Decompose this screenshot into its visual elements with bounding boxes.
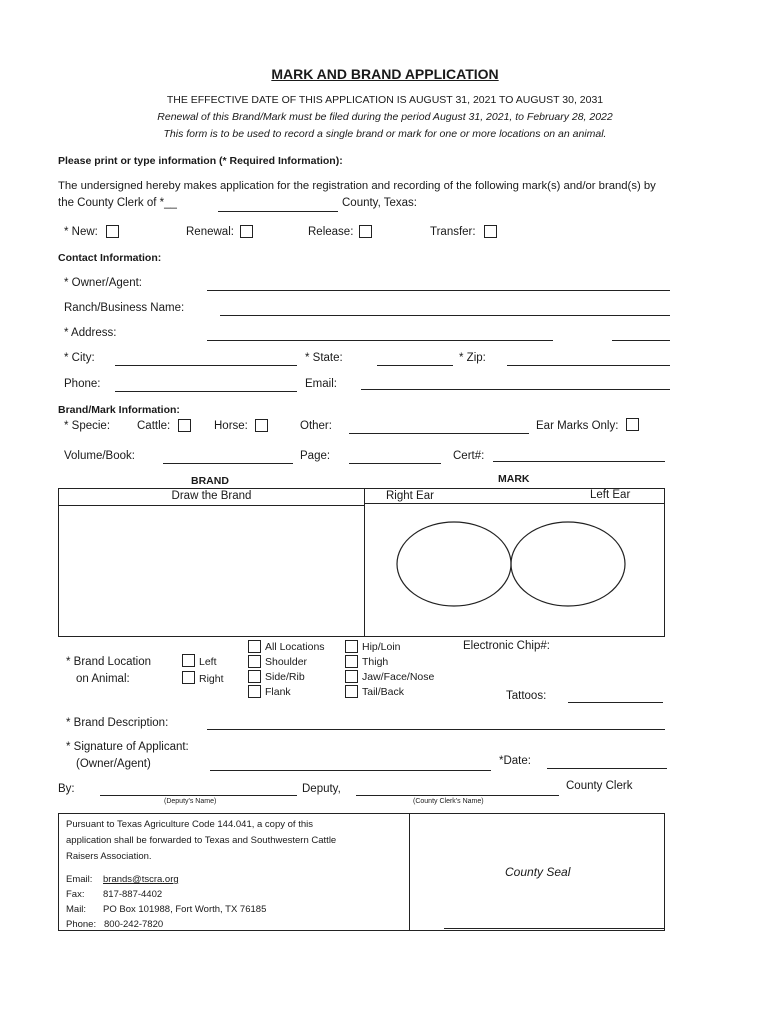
signature-field[interactable] (210, 770, 491, 771)
footer-email-link[interactable]: brands@tscra.org (103, 874, 179, 885)
signature-label-2: (Owner/Agent) (76, 758, 151, 770)
phone-field[interactable] (115, 391, 297, 392)
cert-label: Cert#: (453, 450, 485, 462)
footer-fax-value: 817-887-4402 (103, 889, 163, 900)
release-label: Release: (308, 226, 354, 238)
new-label: * New: (64, 226, 98, 238)
contact-heading: Contact Information: (58, 252, 162, 264)
renewal-note: Renewal of this Brand/Mark must be filed during the period August 31, 2021, to February 28, 2022 (157, 111, 613, 123)
ear-marks-label: Ear Marks Only: (536, 420, 619, 432)
right-checkbox[interactable] (182, 671, 195, 684)
brand-header-divider (58, 505, 365, 506)
print-instructions: Please print or type information (* Required Information): (58, 155, 343, 167)
thigh-checkbox[interactable] (345, 655, 358, 668)
release-checkbox[interactable] (359, 225, 372, 238)
notice-line-1: Pursuant to Texas Agriculture Code 144.041, a copy of this (66, 819, 313, 830)
all-locations-label: All Locations (265, 641, 325, 653)
ear-marks-checkbox[interactable] (626, 418, 639, 431)
side-rib-label: Side/Rib (265, 671, 305, 683)
county-seal-label: County Seal (505, 865, 571, 879)
jaw-face-nose-checkbox[interactable] (345, 670, 358, 683)
transfer-label: Transfer: (430, 226, 476, 238)
footer-fax-label: Fax: (66, 889, 85, 900)
draw-brand-label: Draw the Brand (171, 490, 252, 502)
by-label: By: (58, 783, 75, 795)
left-checkbox[interactable] (182, 654, 195, 667)
form-purpose-note: This form is to be used to record a single brand or mark for one or more locations on an animal. (163, 128, 607, 140)
other-label: Other: (300, 420, 332, 432)
jaw-face-nose-label: Jaw/Face/Nose (362, 671, 435, 683)
brand-drawing-box[interactable] (58, 488, 365, 637)
tattoos-label: Tattoos: (506, 690, 547, 702)
footer-divider (409, 813, 410, 931)
right-ear-label: Right Ear (386, 490, 434, 502)
date-label: *Date: (499, 755, 531, 767)
side-rib-checkbox[interactable] (248, 670, 261, 683)
address-field[interactable] (207, 340, 553, 341)
horse-label: Horse: (214, 420, 248, 432)
effective-date-text: THE EFFECTIVE DATE OF THIS APPLICATION IS AUGUST 31, 2021 TO AUGUST 30, 2031 (166, 94, 604, 106)
intro-line-1: The undersigned hereby makes application for the registration and recording of the following mark(s) and/or brand(s) by (58, 180, 656, 192)
footer-phone-label: Phone: (66, 919, 97, 930)
hip-loin-label: Hip/Loin (362, 641, 401, 653)
all-locations-checkbox[interactable] (248, 640, 261, 653)
city-label: * City: (64, 352, 95, 364)
cert-field[interactable] (493, 461, 665, 462)
county-name-field[interactable] (218, 211, 338, 212)
brand-column-header: BRAND (191, 475, 229, 487)
footer-mail-label: Mail: (66, 904, 87, 915)
brand-location-label: * Brand Location (66, 656, 152, 668)
page-label: Page: (300, 450, 331, 462)
intro-line-2-suffix: County, Texas: (342, 197, 418, 209)
footer-mail-value: PO Box 101988, Fort Worth, TX 76185 (103, 904, 267, 915)
ear-diagram (394, 520, 634, 610)
other-field[interactable] (349, 433, 529, 434)
intro-line-2-prefix: the County Clerk of *__ (58, 197, 177, 209)
address-field-extra[interactable] (612, 340, 670, 341)
phone-label: Phone: (64, 378, 101, 390)
notice-line-3: Raisers Association. (66, 851, 152, 862)
zip-field[interactable] (507, 365, 670, 366)
transfer-checkbox[interactable] (484, 225, 497, 238)
owner-field[interactable] (207, 290, 670, 291)
address-label: * Address: (64, 327, 117, 339)
page-field[interactable] (349, 463, 441, 464)
zip-label: * Zip: (459, 352, 486, 364)
brand-description-field[interactable] (207, 729, 665, 730)
deputy-name-caption: (Deputy's Name) (164, 798, 217, 805)
tail-back-checkbox[interactable] (345, 685, 358, 698)
electronic-chip-label: Electronic Chip#: (463, 640, 550, 652)
county-clerk-name-field[interactable] (356, 795, 559, 796)
right-ear-shape (397, 522, 511, 606)
tail-back-label: Tail/Back (362, 686, 405, 698)
left-ear-label: Left Ear (590, 489, 631, 501)
owner-label: * Owner/Agent: (64, 277, 142, 289)
date-field[interactable] (547, 768, 667, 769)
horse-checkbox[interactable] (255, 419, 268, 432)
volume-label: Volume/Book: (64, 450, 135, 462)
page-title: MARK AND BRAND APPLICATION (271, 66, 499, 82)
county-clerk-label: County Clerk (566, 780, 633, 792)
shoulder-checkbox[interactable] (248, 655, 261, 668)
cattle-checkbox[interactable] (178, 419, 191, 432)
email-field[interactable] (361, 389, 670, 390)
seal-line (444, 928, 665, 929)
state-field[interactable] (377, 365, 453, 366)
brand-location-label-2: on Animal: (76, 673, 130, 685)
flank-label: Flank (265, 686, 291, 698)
footer-phone-value: 800-242-7820 (104, 919, 164, 930)
left-ear-shape (511, 522, 625, 606)
email-label: Email: (305, 378, 337, 390)
deputy-name-field[interactable] (100, 795, 297, 796)
brand-info-heading: Brand/Mark Information: (58, 404, 180, 416)
ranch-label: Ranch/Business Name: (64, 302, 185, 314)
mark-column-header: MARK (498, 473, 530, 485)
renewal-label: Renewal: (186, 226, 234, 238)
hip-loin-checkbox[interactable] (345, 640, 358, 653)
city-field[interactable] (115, 365, 297, 366)
signature-label: * Signature of Applicant: (66, 741, 189, 753)
tattoos-field[interactable] (568, 702, 663, 703)
shoulder-label: Shoulder (265, 656, 308, 668)
state-label: * State: (305, 352, 343, 364)
right-label: Right (199, 673, 224, 685)
volume-field[interactable] (163, 463, 293, 464)
mark-header-divider (364, 503, 665, 504)
ranch-field[interactable] (220, 315, 670, 316)
county-clerk-name-caption: (County Clerk's Name) (413, 798, 484, 805)
new-checkbox[interactable] (106, 225, 119, 238)
brand-description-label: * Brand Description: (66, 717, 169, 729)
left-label: Left (199, 656, 217, 668)
cattle-label: Cattle: (137, 420, 171, 432)
flank-checkbox[interactable] (248, 685, 261, 698)
thigh-label: Thigh (362, 656, 389, 668)
specie-label: * Specie: (64, 420, 111, 432)
renewal-checkbox[interactable] (240, 225, 253, 238)
notice-line-2: application shall be forwarded to Texas and Southwestern Cattle (66, 835, 337, 846)
deputy-label: Deputy, (302, 783, 341, 795)
footer-email-label: Email: (66, 874, 93, 885)
